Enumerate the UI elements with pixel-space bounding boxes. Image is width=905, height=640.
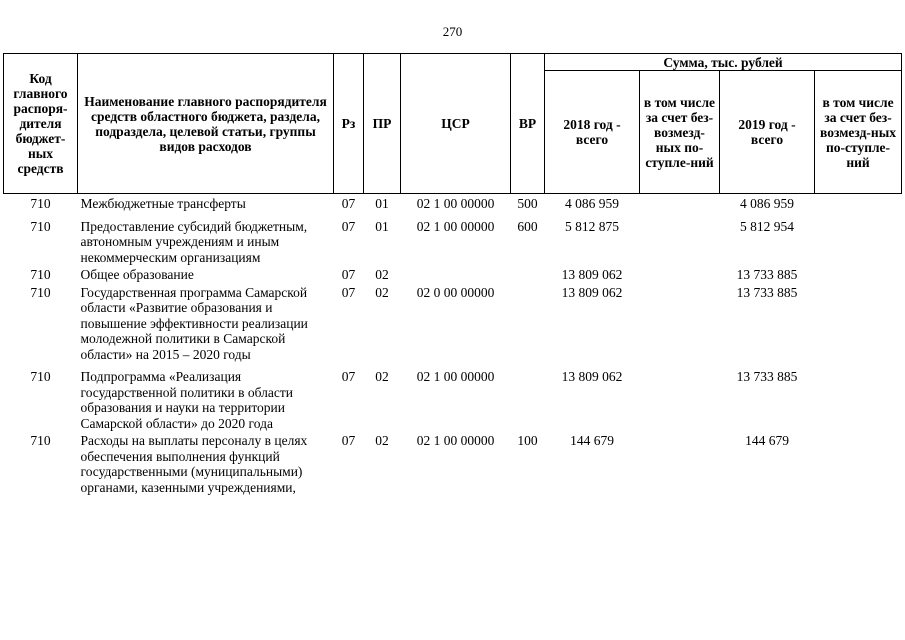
header-name: Наименование главного распорядителя средств областного бюджета, раздела, подраздела, целевой статьи, группы видов расходов <box>78 54 334 194</box>
cell-name: Общее образование <box>80 267 194 282</box>
cell-code: 710 <box>30 284 51 300</box>
header-vr: ВР <box>511 54 545 194</box>
cell-vr: 600 <box>517 218 538 234</box>
cell-code: 710 <box>30 369 51 384</box>
cell-2018-grants <box>640 362 720 431</box>
header-sum: Сумма, тыс. рублей <box>545 54 902 71</box>
cell-csr: 02 1 00 00000 <box>416 196 495 211</box>
cell-csr <box>401 265 511 283</box>
cell-csr: 02 1 00 00000 <box>416 433 495 448</box>
header-code: Код главного распоря-дителя бюджет-ных средств <box>4 54 78 194</box>
page-number: 270 <box>442 24 463 39</box>
cell-rz: 07 <box>341 433 356 448</box>
cell-rz: 07 <box>341 196 356 211</box>
cell-2018-grants <box>640 212 720 266</box>
cell-pr: 02 <box>375 284 389 300</box>
cell-2018-total: 13 809 062 <box>561 369 623 384</box>
cell-pr: 01 <box>375 196 389 211</box>
header-rz: Рз <box>334 54 364 194</box>
cell-2019-grants <box>815 265 902 283</box>
cell-2019-total: 13 733 885 <box>736 284 798 300</box>
cell-vr <box>511 362 545 431</box>
cell-name: Подпрограмма «Реализация государственной политики в области образования и науки на территории Самарской области» до 2020 года <box>80 369 294 431</box>
cell-2018-grants <box>640 194 720 212</box>
table-row <box>4 265 902 283</box>
cell-2019-grants <box>815 194 902 212</box>
cell-rz: 07 <box>341 267 356 282</box>
table-row <box>4 362 902 431</box>
cell-2018-grants <box>640 431 720 495</box>
cell-2019-total: 144 679 <box>745 433 789 448</box>
cell-code: 710 <box>30 267 51 282</box>
cell-2018-total: 144 679 <box>570 433 614 448</box>
header-csr: ЦСР <box>401 54 511 194</box>
cell-csr: 02 1 00 00000 <box>416 218 495 234</box>
cell-2018-grants <box>640 283 720 363</box>
cell-2019-total: 4 086 959 <box>740 196 794 211</box>
cell-name: Государственная программа Самарской области «Развитие образования и повышение эффективности реализации молодежной политики в Самарской области» на 2015 – 2020 годы <box>80 284 308 362</box>
cell-2019-grants <box>815 431 902 495</box>
header-2019-grants: в том числе за счет без-возмезд-ных по-ступле-ний <box>815 71 902 194</box>
header-2018-total: 2018 год - всего <box>545 71 640 194</box>
cell-2019-grants <box>815 212 902 266</box>
header-pr: ПР <box>364 54 401 194</box>
cell-rz: 07 <box>341 284 356 300</box>
cell-rz: 07 <box>341 369 356 384</box>
cell-2018-total: 13 809 062 <box>561 267 623 282</box>
table-row <box>4 212 902 266</box>
cell-pr: 02 <box>375 433 389 448</box>
cell-csr: 02 1 00 00000 <box>416 369 495 384</box>
cell-pr: 01 <box>375 218 389 234</box>
cell-vr: 100 <box>517 433 538 448</box>
cell-vr <box>511 265 545 283</box>
cell-code: 710 <box>30 196 51 211</box>
cell-vr <box>511 283 545 363</box>
cell-name: Расходы на выплаты персоналу в целях обеспечения выполнения функций государственными (муниципальными) органами, казенными учреждениями, <box>80 433 308 495</box>
cell-code: 710 <box>30 433 51 448</box>
cell-2018-total: 5 812 875 <box>565 218 619 234</box>
cell-vr: 500 <box>517 196 538 211</box>
cell-csr: 02 0 00 00000 <box>416 284 495 300</box>
cell-2019-total: 13 733 885 <box>736 267 798 282</box>
cell-name: Предоставление субсидий бюджетным, автономным учреждениям и иным некоммерческим организациям <box>80 218 308 265</box>
cell-name: Межбюджетные трансферты <box>80 196 246 211</box>
header-2018-grants: в том числе за счет без-возмезд-ных по-ступле-ний <box>640 71 720 194</box>
cell-2019-grants <box>815 362 902 431</box>
header-2019-total: 2019 год - всего <box>720 71 815 194</box>
cell-2018-grants <box>640 265 720 283</box>
table-row <box>4 431 902 495</box>
table-row <box>4 283 902 363</box>
header-row-top <box>4 54 902 71</box>
table-row <box>4 194 902 212</box>
cell-pr: 02 <box>375 369 389 384</box>
cell-code: 710 <box>30 218 51 234</box>
cell-2019-total: 13 733 885 <box>736 369 798 384</box>
cell-2019-grants <box>815 283 902 363</box>
cell-rz: 07 <box>341 218 356 234</box>
cell-pr: 02 <box>375 267 389 282</box>
cell-2019-total: 5 812 954 <box>740 218 794 234</box>
cell-2018-total: 13 809 062 <box>561 284 623 300</box>
budget-table <box>3 53 902 495</box>
cell-2018-total: 4 086 959 <box>565 196 619 211</box>
